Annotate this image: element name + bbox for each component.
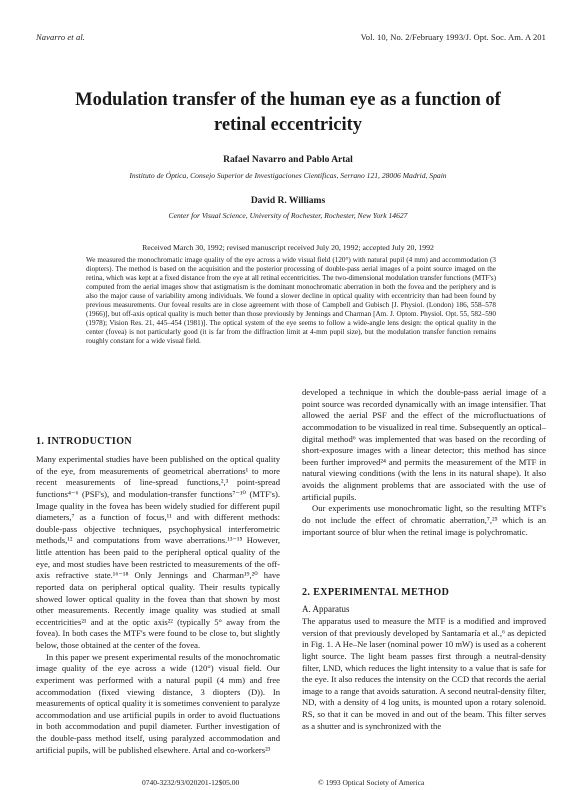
apparatus-paragraph: The apparatus used to measure the MTF is a modified and improved version of that previously developed by Santamaría et al.,⁶ as depicted in Fig. 1. A He–Ne laser (nominal power 10 mW) is used as a coherent light source. The light beam passes first through a neutral-density filter, LND, which reduces the light intensity to a value that is safe for the eye. It also reduces the intensity on the CCD that records the aerial image to a range that avoids saturation. A second neutral-density filter, ND, with a density of 4 log units, is mounted upon a rotary solenoid. RS, so that it can be moved in and out of the beam. This filter serves as a shutter and is synchronized with the bbox=[302, 616, 546, 731]
section-heading-experimental-method: 2. EXPERIMENTAL METHOD bbox=[302, 587, 450, 598]
affiliation-primary: Instituto de Óptica, Consejo Superior de Investigaciones Científicas, Serrano 121, 28006 Madrid, Spain bbox=[129, 171, 447, 180]
intro-chromatic-paragraph: Our experiments use monochromatic light, so the resulting MTF's do not include the effect of chromatic aberration,⁷,²⁵ which is an important source of blur when the retinal image is polychromatic. bbox=[302, 503, 546, 537]
running-head-journal: Vol. 10, No. 2/February 1993/J. Opt. Soc. Am. A 201 bbox=[360, 32, 546, 42]
intro-continuation-paragraph: developed a technique in which the double-pass aerial image of a point source was recorded dynamically with an image intensifier. That allowed the aerial PSF and the effect of the microfluctuations of accommodation to be visualized in real time. Subsequently an optical–digital method⁶ was implemented that was based on the recording of short-exposure images with a linear detector; this method has since been further improved²⁴ and permits the measurement of the MTF in natural viewing conditions (with the lens in its natural shape). It also avoids the alignment problems that are associated with the use of artificial pupils. bbox=[302, 387, 546, 502]
paper-title-line-2: retinal eccentricity bbox=[213, 115, 363, 135]
right-column-apparatus-text bbox=[302, 616, 546, 776]
author-names-primary: Rafael Navarro and Pablo Artal bbox=[223, 155, 353, 165]
footer-issn: 0740-3232/93/020201-12$05.00 bbox=[142, 778, 240, 787]
running-head-authors: Navarro et al. bbox=[36, 32, 86, 42]
section-heading-introduction: 1. INTRODUCTION bbox=[36, 436, 133, 447]
author-names-secondary: David R. Williams bbox=[250, 196, 326, 206]
paper-title-line-1: Modulation transfer of the human eye as a function of bbox=[75, 90, 501, 110]
running-head bbox=[36, 30, 546, 44]
received-dates: Received March 30, 1992; revised manuscript received July 20, 1992; accepted July 20, 1992 bbox=[142, 243, 434, 252]
subsection-heading-apparatus: A. Apparatus bbox=[302, 604, 350, 614]
paper-title bbox=[40, 88, 536, 138]
affiliation-secondary: Center for Visual Science, University of Rochester, Rochester, New York 14627 bbox=[168, 211, 408, 220]
abstract: We measured the monochromatic image quality of the eye across a wide visual field (120°) with natural pupil (4 mm) and accommodation (3 diopters). The method is based on the acquisition and the posterior processing of double-pass aerial images of a point source imaged on the retina, which was kept at a fixed distance from the eye at all retinal eccentricities. The two-dimensional modulation transfer functions (MTF's) computed from the aerial images show that astigmatism is the dominant monochromatic aberration in both the fovea and the periphery and is also the major cause of variability among individuals. We found a slower decline in optical quality with eccentricity than had been found by previous measurements. Our foveal results are in close agreement with those of Campbell and Gubisch [J. Physiol. (London) 186, 558–578 (1966)], but off-axis optical quality is much better than those previously by Jennings and Charman [Am. J. Optom. Physiol. Opt. 55, 582–590 (1978); Vision Res. 21, 445–454 (1981)]. The optical system of the eye seems to follow a wide-angle lens design: the optical quality in the center (fovea) is not particularly good (it is far from the diffraction limit at 4-mm pupil size), but the modulation transfer function remains roughly constant for a wide visual field. bbox=[86, 256, 496, 346]
intro-paragraph-1: Many experimental studies have been published on the optical quality of the eye, from measurements of geometrical aberrations¹ to more recent measurements of line-spread functions,²,³ point-spread functions⁴⁻⁶ (PSF's), and modulation-transfer functions⁷⁻¹⁰ (MTF's). Image quality in the fovea has been widely studied for different pupil diameters,⁷ as a function of focus,¹¹ and with different methods: double-pass objective techniques, psychophysical interferometric methods,¹² and computations from wave aberrations.¹³⁻¹⁵ However, little attention has been paid to the peripheral optical quality of the eye, and most studies have been restricted to measurements of the off-axis refractive state.¹⁶⁻¹⁸ Only Jennings and Charman¹⁹,²⁰ have reported data on peripheral optical quality. Their results typically showed lower optical quality in the fovea than that shown by most other measurements. Recently image quality was studied at small eccentricities²¹ and at the optic axis²² (typically 5° away from the fovea). In both cases the MTF's were found to be close to, but slightly below, those obtained at the center of the fovea. bbox=[36, 454, 280, 650]
right-column-intro-text bbox=[302, 387, 546, 583]
intro-paragraph-2: In this paper we present experimental results of the monochromatic image quality of the eye across a wide (120°) visual field. Our experiment was performed with a natural pupil (4 mm) and free accommodation (fixed viewing distance, 3 diopters (D)). In measurements of optical quality it is sometimes convenient to paralyze accommodation and use artificial pupils in order to avoid fluctuations in both accommodation and pupil diameter. Further investigation of the double-pass method itself, using paralyzed accommodation and artificial pupils, will be published elsewhere. Artal and co-workers²³ bbox=[36, 651, 280, 755]
left-column-text bbox=[36, 454, 280, 774]
footer-copyright: © 1993 Optical Society of America bbox=[318, 778, 425, 787]
